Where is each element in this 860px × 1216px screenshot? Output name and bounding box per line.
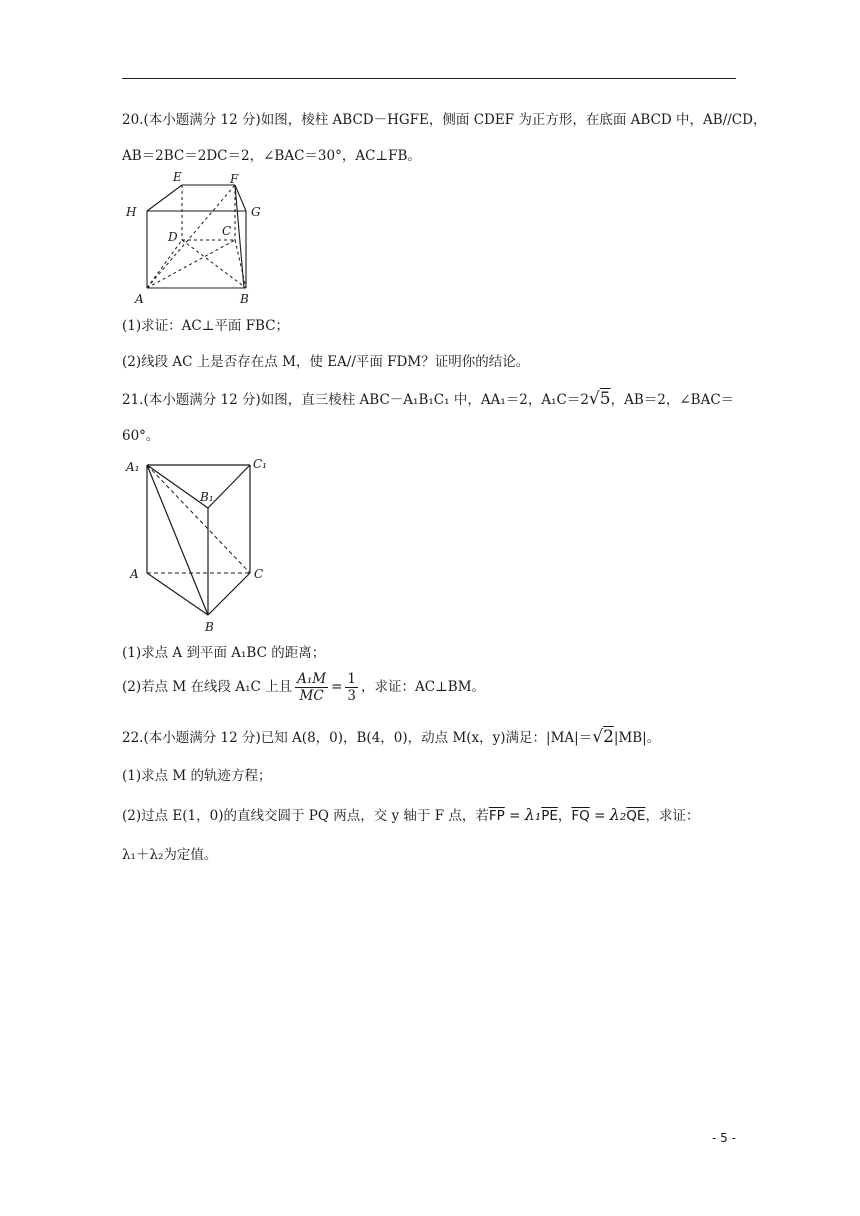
q22-vector-qe: $\overline{QE}$ xyxy=(626,808,646,824)
q21-label-a: A xyxy=(130,567,139,581)
q21-fraction2-numerator: 1 xyxy=(347,671,356,687)
q20-label-g: G xyxy=(251,205,261,219)
q21-fraction-denominator: MC xyxy=(299,688,324,704)
q22-sqrt: √2 xyxy=(592,727,614,747)
q21-line1-text-b: ，AB＝2，∠BAC＝ xyxy=(610,392,735,408)
q21-label-c: C xyxy=(254,567,264,581)
q21-label-c1: C₁ xyxy=(253,457,267,471)
q20-prism-figure xyxy=(122,170,272,308)
q21-label-b1: B₁ xyxy=(200,490,214,504)
q21-fraction2-denominator: 3 xyxy=(347,688,356,704)
q21-sqrt: √5 xyxy=(588,389,611,409)
page-number: - 5 - xyxy=(712,1131,736,1145)
q22-part2 xyxy=(122,805,699,826)
q21-part2-text-b: ，求证：AC⊥BM。 xyxy=(361,679,486,695)
q21-part1: (1)求点 A 到平面 A₁BC 的距离； xyxy=(122,645,326,661)
q21-equals: = xyxy=(331,679,343,695)
q22-vector-fp: $\overline{FP}$ xyxy=(488,808,505,824)
q20-line1: 20.(本小题满分 12 分)如图，棱柱 ABCD－HGFE，侧面 CDEF 为正方形，在底面 ABCD 中，AB//CD， xyxy=(122,112,767,128)
q21-sqrt-radicand: 5 xyxy=(599,389,611,409)
q21-part2 xyxy=(122,669,485,705)
q20-label-d: D xyxy=(168,230,178,244)
q21-triangular-prism-figure xyxy=(122,453,272,635)
header-rule xyxy=(122,78,736,79)
q22-part2-text-b: ，求证： xyxy=(645,808,700,824)
q21-line1-text-a: 21.(本小题满分 12 分)如图，直三棱柱 ABC－A₁B₁C₁ 中，AA₁＝2，A₁C＝2 xyxy=(122,392,589,408)
q22-part1: (1)求点 M 的轨迹方程； xyxy=(122,768,272,784)
q22-line1-text-b: |MB|。 xyxy=(613,730,661,746)
q21-fraction-numerator: A₁M xyxy=(297,671,327,687)
q21-fraction-one-third xyxy=(345,671,358,704)
q21-fraction-a1m-mc xyxy=(295,671,328,704)
q20-label-e: E xyxy=(173,170,182,184)
q21-line2: 60°。 xyxy=(122,428,160,444)
q22-equals-2: = xyxy=(589,808,610,824)
q22-equals-1: = xyxy=(504,808,525,824)
q21-label-b: B xyxy=(205,620,214,634)
q21-line1 xyxy=(122,389,734,410)
q21-part2-text-a: (2)若点 M 在线段 A₁C 上且 xyxy=(122,679,293,695)
q22-line1-text-a: 22.(本小题满分 12 分)已知 A(8，0)，B(4，0)，动点 M(x，y)满足：|MA|＝ xyxy=(122,730,593,746)
q22-line1 xyxy=(122,727,660,748)
q22-lambda-1: λ₁ xyxy=(524,805,542,824)
q22-vector-fq: $\overline{FQ}$ xyxy=(571,808,590,824)
q20-label-f: F xyxy=(230,172,239,186)
q21-label-a1: A₁ xyxy=(126,460,140,474)
q20-label-a: A xyxy=(135,292,144,306)
q22-sqrt-radicand: 2 xyxy=(603,727,614,747)
q20-line2: AB＝2BC＝2DC＝2，∠BAC＝30°，AC⊥FB。 xyxy=(122,148,421,164)
q22-vector-pe: $\overline{PE}$ xyxy=(541,808,558,824)
q20-label-h: H xyxy=(126,205,137,219)
q22-separator: ， xyxy=(557,808,572,824)
q22-lambda-2: λ₂ xyxy=(609,805,627,824)
q22-line3: λ₁＋λ₂为定值。 xyxy=(122,847,218,863)
q22-part2-text-a: (2)过点 E(1，0)的直线交圆于 PQ 两点，交 y 轴于 F 点，若 xyxy=(122,808,489,824)
q20-label-b: B xyxy=(240,292,249,306)
q20-label-c: C xyxy=(222,224,232,238)
q20-part1: (1)求证：AC⊥平面 FBC； xyxy=(122,318,290,334)
q20-part2: (2)线段 AC 上是否存在点 M，使 EA//平面 FDM？证明你的结论。 xyxy=(122,354,530,370)
